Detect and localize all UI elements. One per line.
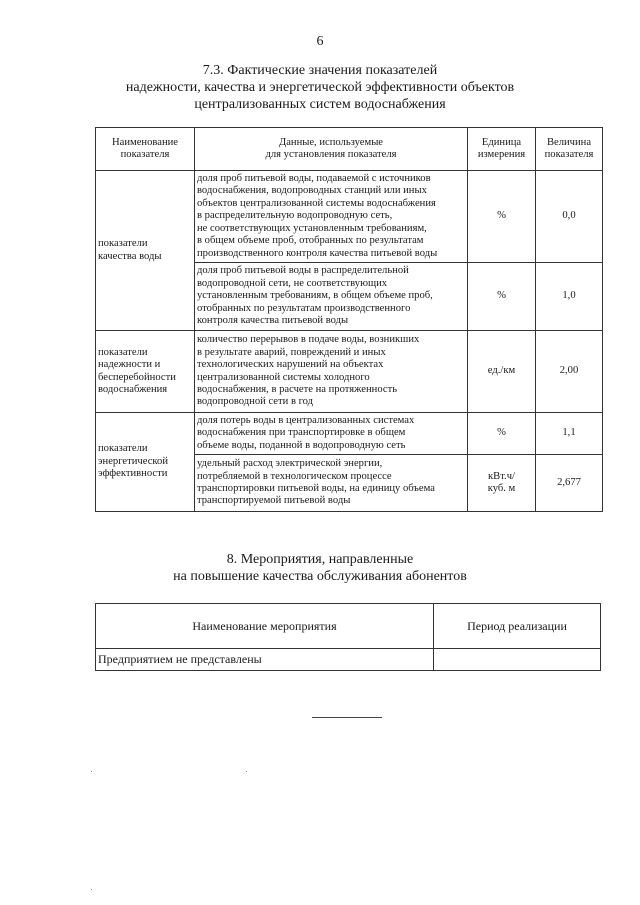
table-header-row <box>96 604 601 649</box>
indicator-description: доля потерь воды в централизованных системах водоснабжения при транспортировке в общем объеме воды, поданной в водопроводную сеть <box>195 413 468 455</box>
scan-speck <box>246 771 247 772</box>
indicator-unit: ед./км <box>468 331 536 413</box>
header-indicator-name: Наименование показателя <box>96 128 195 171</box>
header-measure-name: Наименование мероприятия <box>96 604 434 649</box>
measures-table <box>95 603 601 671</box>
table-row <box>96 413 603 455</box>
indicator-value: 1,0 <box>536 263 603 331</box>
scan-speck <box>91 889 92 890</box>
heading-line: централизованных систем водоснабжения <box>194 97 446 112</box>
indicator-description: удельный расход электрической энергии, потребляемой в технологическом процессе транспортировки питьевой воды, на единицу объема транспортируемой питьевой воды <box>195 455 468 512</box>
table-header-row <box>96 128 603 171</box>
measure-name: Предприятием не представлены <box>96 649 434 671</box>
indicator-value: 2,677 <box>536 455 603 512</box>
indicator-unit: % <box>468 263 536 331</box>
indicators-table <box>95 127 603 512</box>
indicator-description: количество перерывов в подаче воды, возникших в результате аварий, повреждений и иных технологических нарушений на объектах централизованной системы холодного водоснабжения, в расчете на протяженность водопроводной сети в год <box>195 331 468 413</box>
measure-period <box>434 649 601 671</box>
indicator-unit: % <box>468 171 536 263</box>
indicator-value: 2,00 <box>536 331 603 413</box>
group-name-quality: показатели качества воды <box>96 171 195 331</box>
heading-line: 7.3. Фактические значения показателей <box>202 63 438 78</box>
heading-line: 8. Мероприятия, направленные <box>226 552 414 567</box>
group-name-energy: показатели энергетической эффективности <box>96 413 195 512</box>
heading-line: надежности, качества и энергетической эффективности объектов <box>125 80 515 95</box>
header-period: Период реализации <box>434 604 601 649</box>
table-row <box>96 649 601 671</box>
indicator-description: доля проб питьевой воды в распределительной водопроводной сети, не соответствующих установленным требованиям, в общем объеме проб, отобранных по результатам производственного контроля качества питьевой воды <box>195 263 468 331</box>
indicator-value: 1,1 <box>536 413 603 455</box>
group-name-reliability: показатели надежности и бесперебойности водоснабжения <box>96 331 195 413</box>
scan-speck <box>91 771 92 772</box>
indicator-value: 0,0 <box>536 171 603 263</box>
section-8-heading <box>0 551 640 585</box>
indicator-description: доля проб питьевой воды, подаваемой с источников водоснабжения, водопроводных станций или иных объектов централизованной системы водоснабжения в распределительную водопроводную сеть, не соответствующих установленным требованиям, в общем объеме проб, отобранных по результатам производственного контроля качества питьевой воды <box>195 171 468 263</box>
header-data-used: Данные, используемые для установления показателя <box>195 128 468 171</box>
heading-line: на повышение качества обслуживания абонентов <box>173 569 467 584</box>
page-number: 6 <box>316 34 324 49</box>
table-row <box>96 171 603 263</box>
header-value: Величина показателя <box>536 128 603 171</box>
header-unit: Единица измерения <box>468 128 536 171</box>
indicator-unit: % <box>468 413 536 455</box>
table-row <box>96 331 603 413</box>
indicator-unit: кВт.ч/ куб. м <box>468 455 536 512</box>
closing-rule <box>312 717 382 718</box>
section-7-3-heading <box>0 62 640 113</box>
